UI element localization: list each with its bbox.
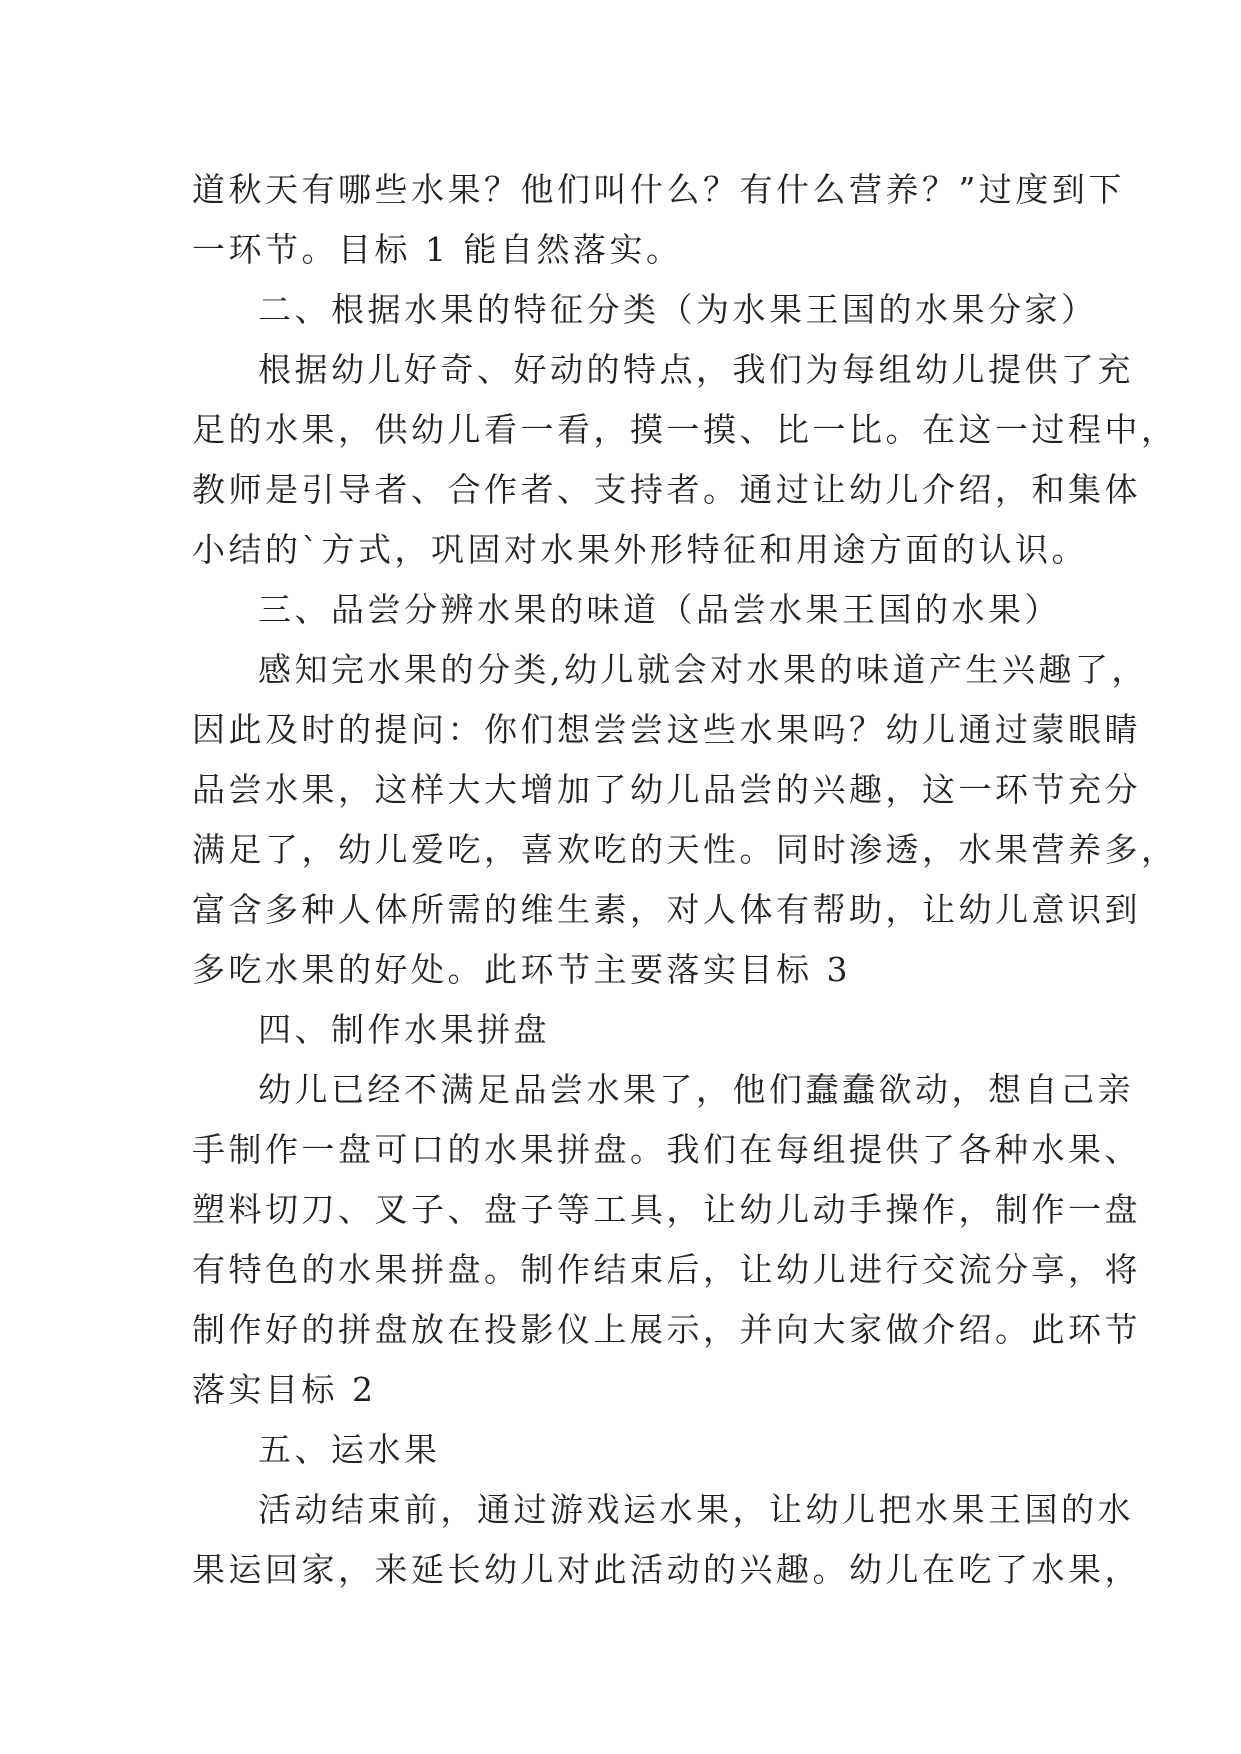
text-line: 三、品尝分辨水果的味道（品尝水果王国的水果） [258,590,1061,629]
text-line: 活动结束前，通过游戏运水果，让幼儿把水果王国的水 [258,1490,1134,1529]
text-line: 品尝水果，这样大大增加了幼儿品尝的兴趣，这一环节充分 [192,770,1141,809]
text-line: 富含多种人体所需的维生素，对人体有帮助，让幼儿意识到 [192,890,1141,929]
text-line: 教师是引导者、合作者、支持者。通过让幼儿介绍，和集体 [192,470,1141,509]
text-line: 感知完水果的分类,幼儿就会对水果的味道产生兴趣了， [258,650,1148,689]
document-body [192,160,1178,1600]
text-line: 因此及时的提问：你们想尝尝这些水果吗？幼儿通过蒙眼睛 [192,710,1141,749]
text-line: 四、制作水果拼盘 [258,1010,550,1049]
text-line: 根据幼儿好奇、好动的特点，我们为每组幼儿提供了充 [258,350,1134,389]
text-line: 果运回家，来延长幼儿对此活动的兴趣。幼儿在吃了水果， [192,1550,1141,1589]
text-line: 道秋天有哪些水果？他们叫什么？有什么营养？”过度到下 [192,170,1125,209]
text-line: 五、运水果 [258,1430,441,1469]
text-line: 有特色的水果拼盘。制作结束后，让幼儿进行交流分享，将 [192,1250,1141,1289]
text-line: 满足了，幼儿爱吃，喜欢吃的天性。同时渗透，水果营养多， [192,830,1178,869]
text-line: 多吃水果的好处。此环节主要落实目标 3 [192,950,851,989]
text-line: 手制作一盘可口的水果拼盘。我们在每组提供了各种水果、 [192,1130,1141,1169]
text-line: 一环节。目标 1 能自然落实。 [192,230,683,269]
text-line: 幼儿已经不满足品尝水果了，他们蠢蠢欲动，想自己亲 [258,1070,1134,1109]
text-line: 制作好的拼盘放在投影仪上展示，并向大家做介绍。此环节 [192,1310,1141,1349]
text-line: 落实目标 2 [192,1370,377,1409]
text-line: 小结的`方式，巩固对水果外形特征和用途方面的认识。 [192,530,1088,569]
text-line: 二、根据水果的特征分类（为水果王国的水果分家） [258,290,1098,329]
text-line: 足的水果，供幼儿看一看，摸一摸、比一比。在这一过程中， [192,410,1178,449]
text-line: 塑料切刀、叉子、盘子等工具，让幼儿动手操作，制作一盘 [192,1190,1141,1229]
